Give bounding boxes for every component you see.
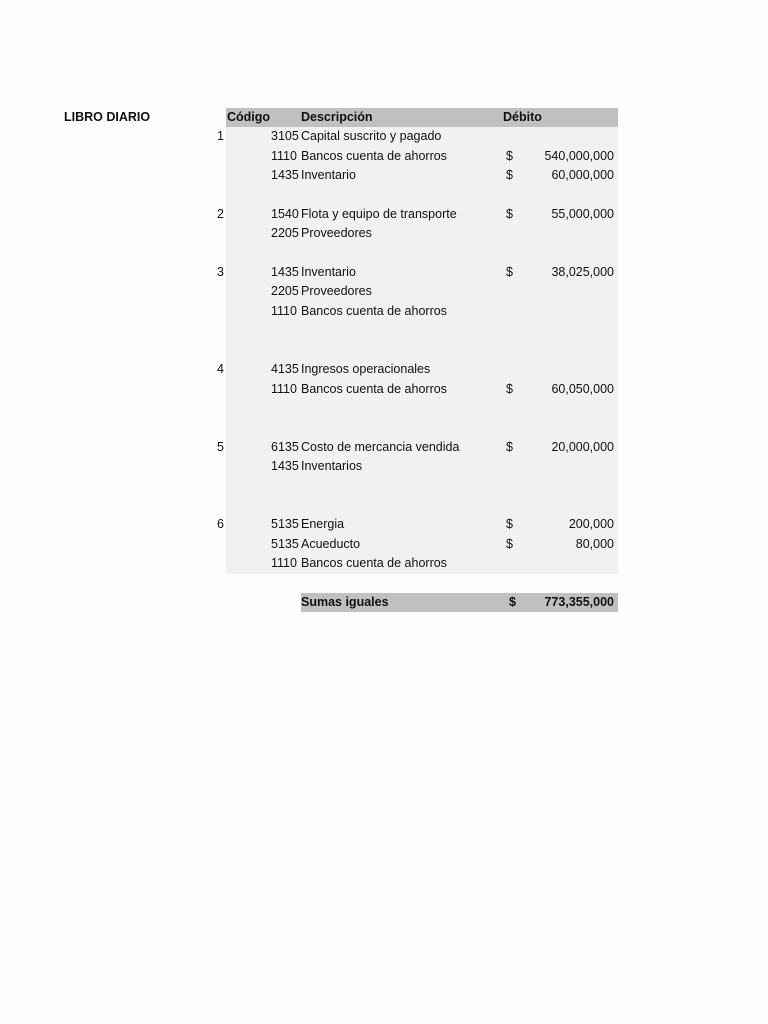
row-number: 6 xyxy=(217,517,224,531)
account-description: Capital suscrito y pagado xyxy=(301,129,442,143)
row-number: 1 xyxy=(217,129,224,143)
total-label: Sumas iguales xyxy=(301,595,389,609)
page-title: LIBRO DIARIO xyxy=(64,110,151,124)
currency-symbol: $ xyxy=(506,517,513,531)
total-amount: 773,355,000 xyxy=(544,595,614,609)
total-row xyxy=(301,593,618,612)
debit-amount: 200,000 xyxy=(568,517,614,531)
debit-amount: 38,025,000 xyxy=(551,265,614,279)
account-description: Bancos cuenta de ahorros xyxy=(301,304,447,318)
account-code: 1435 xyxy=(271,265,299,279)
debit-amount: 20,000,000 xyxy=(551,440,614,454)
currency-symbol: $ xyxy=(506,265,513,279)
account-code: 3105 xyxy=(271,129,299,143)
table-header xyxy=(226,108,618,127)
account-code: 1435 xyxy=(271,168,299,182)
account-code: 5135 xyxy=(271,517,299,531)
account-code: 1110 xyxy=(271,149,297,163)
row-number: 3 xyxy=(217,265,224,279)
total-currency: $ xyxy=(509,595,516,609)
account-description: Flota y equipo de transporte xyxy=(301,207,457,221)
debit-amount: 80,000 xyxy=(575,537,614,551)
row-number: 4 xyxy=(217,362,224,376)
header-codigo: Código xyxy=(227,110,271,124)
debit-amount: 60,000,000 xyxy=(551,168,614,182)
account-code: 1110 xyxy=(271,556,297,570)
debit-amount: 55,000,000 xyxy=(551,207,614,221)
account-description: Costo de mercancia vendida xyxy=(301,440,460,454)
currency-symbol: $ xyxy=(506,440,513,454)
account-description: Bancos cuenta de ahorros xyxy=(301,382,447,396)
currency-symbol: $ xyxy=(506,537,513,551)
row-number: 5 xyxy=(217,440,224,454)
currency-symbol: $ xyxy=(506,207,513,221)
account-code: 1540 xyxy=(271,207,299,221)
account-description: Acueducto xyxy=(301,537,361,551)
account-code: 1435 xyxy=(271,459,299,473)
account-code: 1110 xyxy=(271,382,297,396)
account-code: 2205 xyxy=(271,226,299,240)
currency-symbol: $ xyxy=(506,382,513,396)
account-description: Inventarios xyxy=(301,459,363,473)
account-code: 6135 xyxy=(271,440,299,454)
account-description: Bancos cuenta de ahorros xyxy=(301,556,447,570)
account-description: Proveedores xyxy=(301,284,372,298)
account-description: Energia xyxy=(301,517,345,531)
account-description: Inventario xyxy=(301,265,356,279)
journal-body-background xyxy=(226,127,618,574)
debit-amount: 60,050,000 xyxy=(551,382,614,396)
account-code: 2205 xyxy=(271,284,299,298)
account-description: Inventario xyxy=(301,168,356,182)
account-description: Ingresos operacionales xyxy=(301,362,431,376)
account-description: Bancos cuenta de ahorros xyxy=(301,149,447,163)
debit-amount: 540,000,000 xyxy=(544,149,614,163)
currency-symbol: $ xyxy=(506,149,513,163)
currency-symbol: $ xyxy=(506,168,513,182)
account-description: Proveedores xyxy=(301,226,372,240)
header-descripcion: Descripción xyxy=(301,110,373,124)
account-code: 5135 xyxy=(271,537,299,551)
account-code: 4135 xyxy=(271,362,299,376)
row-number: 2 xyxy=(217,207,224,221)
header-debito: Débito xyxy=(503,110,542,124)
account-code: 1110 xyxy=(271,304,297,318)
